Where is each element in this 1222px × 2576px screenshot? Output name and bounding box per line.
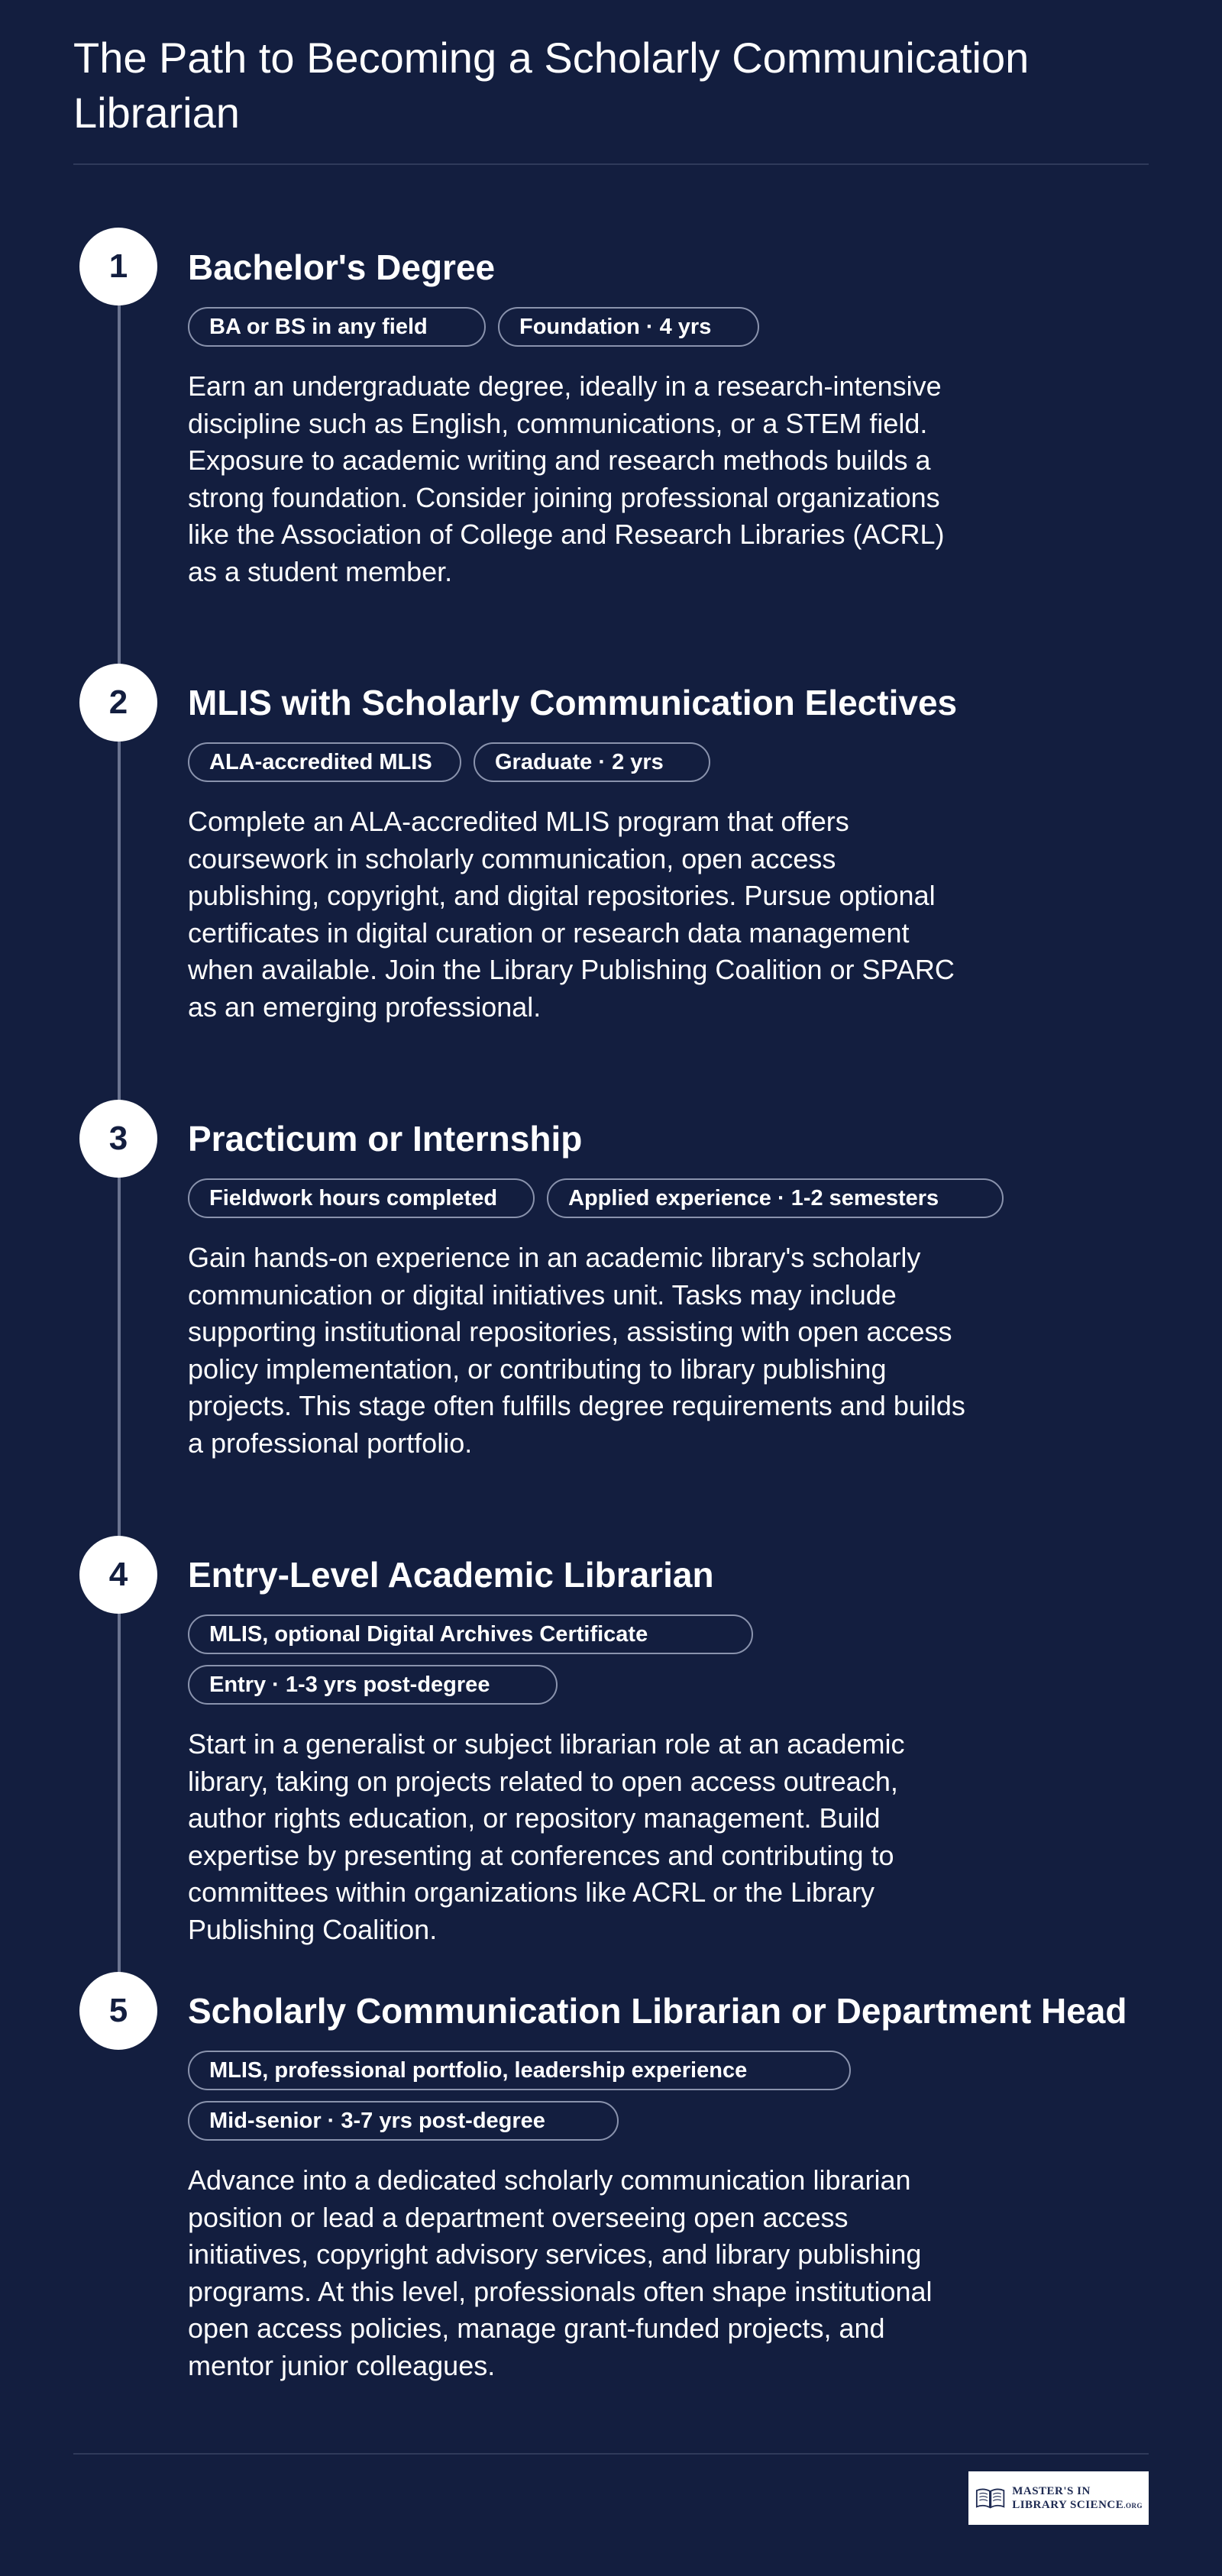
step-3-credential-tag: Fieldwork hours completed [188, 1178, 535, 1218]
step-2-tags [188, 742, 1150, 782]
step-4-description: Start in a generalist or subject librarian role at an academic library, taking on projects related to open access outreach, author rights education, or repository management. Build expertise by presenting at conferences and contributing to committees within organizations like ACRL or the Library Publishing Coalition. [188, 1728, 905, 1945]
step-1-duration-tag: Foundation · 4 yrs [498, 307, 759, 347]
step-5-number-badge: 5 [79, 1972, 157, 2050]
step-2 [188, 674, 1150, 1026]
open-book-icon [975, 2480, 1006, 2516]
step-2-number-badge: 2 [79, 664, 157, 742]
step-1-credential-tag: BA or BS in any field [188, 307, 486, 347]
step-3 [188, 1110, 1150, 1462]
step-4-title: Entry-Level Academic Librarian [188, 1555, 714, 1595]
logo-line-1: MASTER'S IN [1012, 2484, 1091, 2497]
step-5-title: Scholarly Communication Librarian or Department Head [188, 1991, 1127, 2031]
step-2-credential-tag: ALA-accredited MLIS [188, 742, 461, 782]
step-5 [188, 1982, 1150, 2384]
logo-line-2: LIBRARY SCIENCE [1012, 2498, 1124, 2511]
step-3-duration-tag: Applied experience · 1-2 semesters [547, 1178, 1004, 1218]
logo-suffix: .ORG [1123, 2501, 1143, 2510]
step-3-number-badge: 3 [79, 1100, 157, 1178]
step-3-tags [188, 1178, 1150, 1218]
step-1-description: Earn an undergraduate degree, ideally in a research-intensive discipline such as English, communications, or a STEM field. Exposure to academic writing and research methods builds a strong foundation. Consider joining professional organizations like the Association of College and Research Libraries (ACRL) as a student member. [188, 370, 945, 587]
step-1-tags [188, 307, 1150, 347]
step-4 [188, 1546, 1150, 1948]
step-1 [188, 238, 1150, 590]
step-5-description: Advance into a dedicated scholarly communication librarian position or lead a department overseeing open access initiatives, copyright advisory services, and library publishing programs. At this level, professionals often shape institutional open access policies, manage grant-funded projects, and mentor junior colleagues. [188, 2164, 933, 2381]
step-1-number-badge: 1 [79, 228, 157, 305]
step-3-title: Practicum or Internship [188, 1119, 583, 1159]
step-4-number-badge: 4 [79, 1536, 157, 1614]
site-logo [968, 2471, 1149, 2525]
header-divider [73, 163, 1149, 165]
step-5-credential-tag: MLIS, professional portfolio, leadership experience [188, 2051, 851, 2090]
step-5-duration-tag: Mid-senior · 3-7 yrs post-degree [188, 2101, 619, 2141]
footer-divider [73, 2453, 1149, 2455]
logo-wordmark [1012, 2484, 1143, 2513]
step-5-tags [188, 2051, 1150, 2141]
page-title: The Path to Becoming a Scholarly Communication Librarian [73, 34, 1030, 137]
step-4-credential-tag: MLIS, optional Digital Archives Certificate [188, 1614, 753, 1654]
step-3-description: Gain hands-on experience in an academic library's scholarly communication or digital initiatives unit. Tasks may include supporting institutional repositories, assisting with open access policy implementation, or contributing to library publishing projects. This stage often fulfills degree requirements and builds a professional portfolio. [188, 1242, 965, 1459]
step-2-description: Complete an ALA-accredited MLIS program that offers coursework in scholarly communication, open access publishing, copyright, and digital repositories. Pursue optional certificates in digital curation or research data management when available. Join the Library Publishing Coalition or SPARC as an emerging professional. [188, 806, 955, 1023]
step-2-title: MLIS with Scholarly Communication Electives [188, 683, 958, 722]
step-4-duration-tag: Entry · 1-3 yrs post-degree [188, 1665, 558, 1705]
step-2-duration-tag: Graduate · 2 yrs [474, 742, 710, 782]
step-4-tags [188, 1614, 1150, 1705]
step-1-title: Bachelor's Degree [188, 247, 496, 287]
